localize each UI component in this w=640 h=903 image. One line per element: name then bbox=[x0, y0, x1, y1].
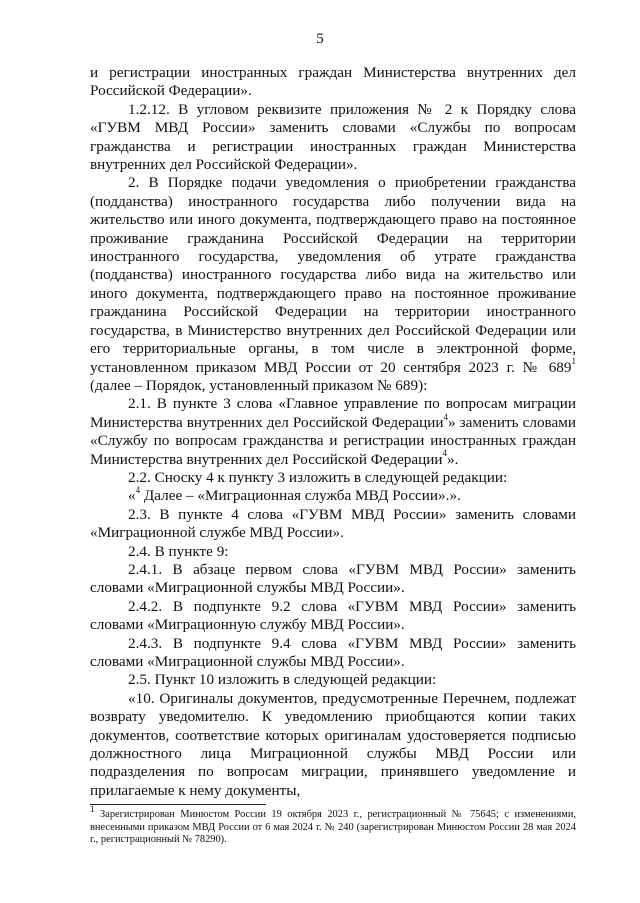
paragraph: «$^4$ Далее – «Миграционная служба МВД России».». bbox=[128, 485, 461, 505]
footnote-marker: 1 bbox=[90, 803, 95, 814]
paragraph: 2.4.1. В абзаце первом слова «ГУВМ МВД России» заменить словами «Миграционной службы МВД России». bbox=[90, 560, 576, 597]
paragraph: 1.2.12. В угловом реквизите приложения № 2 к Порядку слова «ГУВМ МВД России» заменить словами «Службы по вопросам гражданства и регистрации иностранных граждан Министерства внутренних дел Российской Федерации». bbox=[90, 100, 576, 174]
paragraph: 2. В Порядке подачи уведомления о приобретении гражданства (подданства) иностранного государства либо получении вида на жительство или иного документа, подтверждающего право на постоянное проживание гражданина Российской Федерации на территории иностранного государства, уведомления об утрате гражданства (подданства) иностранного государства либо вида на жительство или иного документа, подтверждающего право на постоянное проживание гражданина Российской Федерации на территории иностранного государства, в Министерство внутренних дел Российской Федерации или его территориальные органы, в том числе в электронной форме, установленном приказом МВД России от 20 сентября 2023 г. № $689^1$ (далее – Порядок, установленный приказом № 689): bbox=[90, 174, 576, 394]
paragraph: 2.4. В пункте 9: bbox=[128, 542, 229, 560]
page-number: 5 bbox=[316, 31, 324, 47]
document-body bbox=[90, 64, 576, 800]
paragraph: 2.5. Пункт 10 изложить в следующей редакции: bbox=[128, 671, 437, 689]
footnote-divider bbox=[90, 804, 266, 805]
footnote-reference: 4 bbox=[135, 485, 141, 496]
paragraph: 2.1. В пункте 3 слова «Главное управление по вопросам миграции Министерства внутренних дел Российской Федерации$^4$» заменить словами «Службу по вопросам гражданства и регистрации иностранных граждан Министерства внутренних дел Российской Федерации$^4$». bbox=[90, 395, 576, 468]
paragraph: 2.3. В пункте 4 слова «ГУВМ МВД России» заменить словами «Миграционной службе МВД России». bbox=[90, 505, 576, 542]
paragraph: и регистрации иностранных граждан Министерства внутренних дел Российской Федерации». bbox=[90, 64, 576, 100]
paragraph: «10. Оригиналы документов, предусмотренные Перечнем, подлежат возврату уведомителю. К уведомлению приобщаются копии таких документов, соответствие которых оригиналам удостоверяется подписью должностного лица Миграционной службы МВД России или подразделения по вопросам миграции, принявшего уведомление и прилагаемые к нему документы, bbox=[90, 689, 576, 799]
footnote-reference: 4 bbox=[443, 411, 449, 422]
footnote-reference: 1 bbox=[571, 356, 576, 367]
footnote-reference: 4 bbox=[442, 448, 448, 459]
paragraph: 2.2. Сноску 4 к пункту 3 изложить в следующей редакции: bbox=[128, 468, 508, 486]
paragraph: 2.4.3. В подпункте 9.4 слова «ГУВМ МВД России» заменить словами «Миграционной службы МВД России». bbox=[90, 634, 576, 670]
footnote: $^1$ Зарегистрирован Минюстом России 19 октября 2023 г., регистрационный № 75645; с изменениями, внесенными приказом МВД России от 6 мая 2024 г. № 240 (зарегистрирован Минюстом России 28 мая 2024 г., регистрационный № 78290). bbox=[90, 803, 576, 846]
paragraph: 2.4.2. В подпункте 9.2 слова «ГУВМ МВД России» заменить словами «Миграционную службу МВД России». bbox=[90, 597, 576, 634]
